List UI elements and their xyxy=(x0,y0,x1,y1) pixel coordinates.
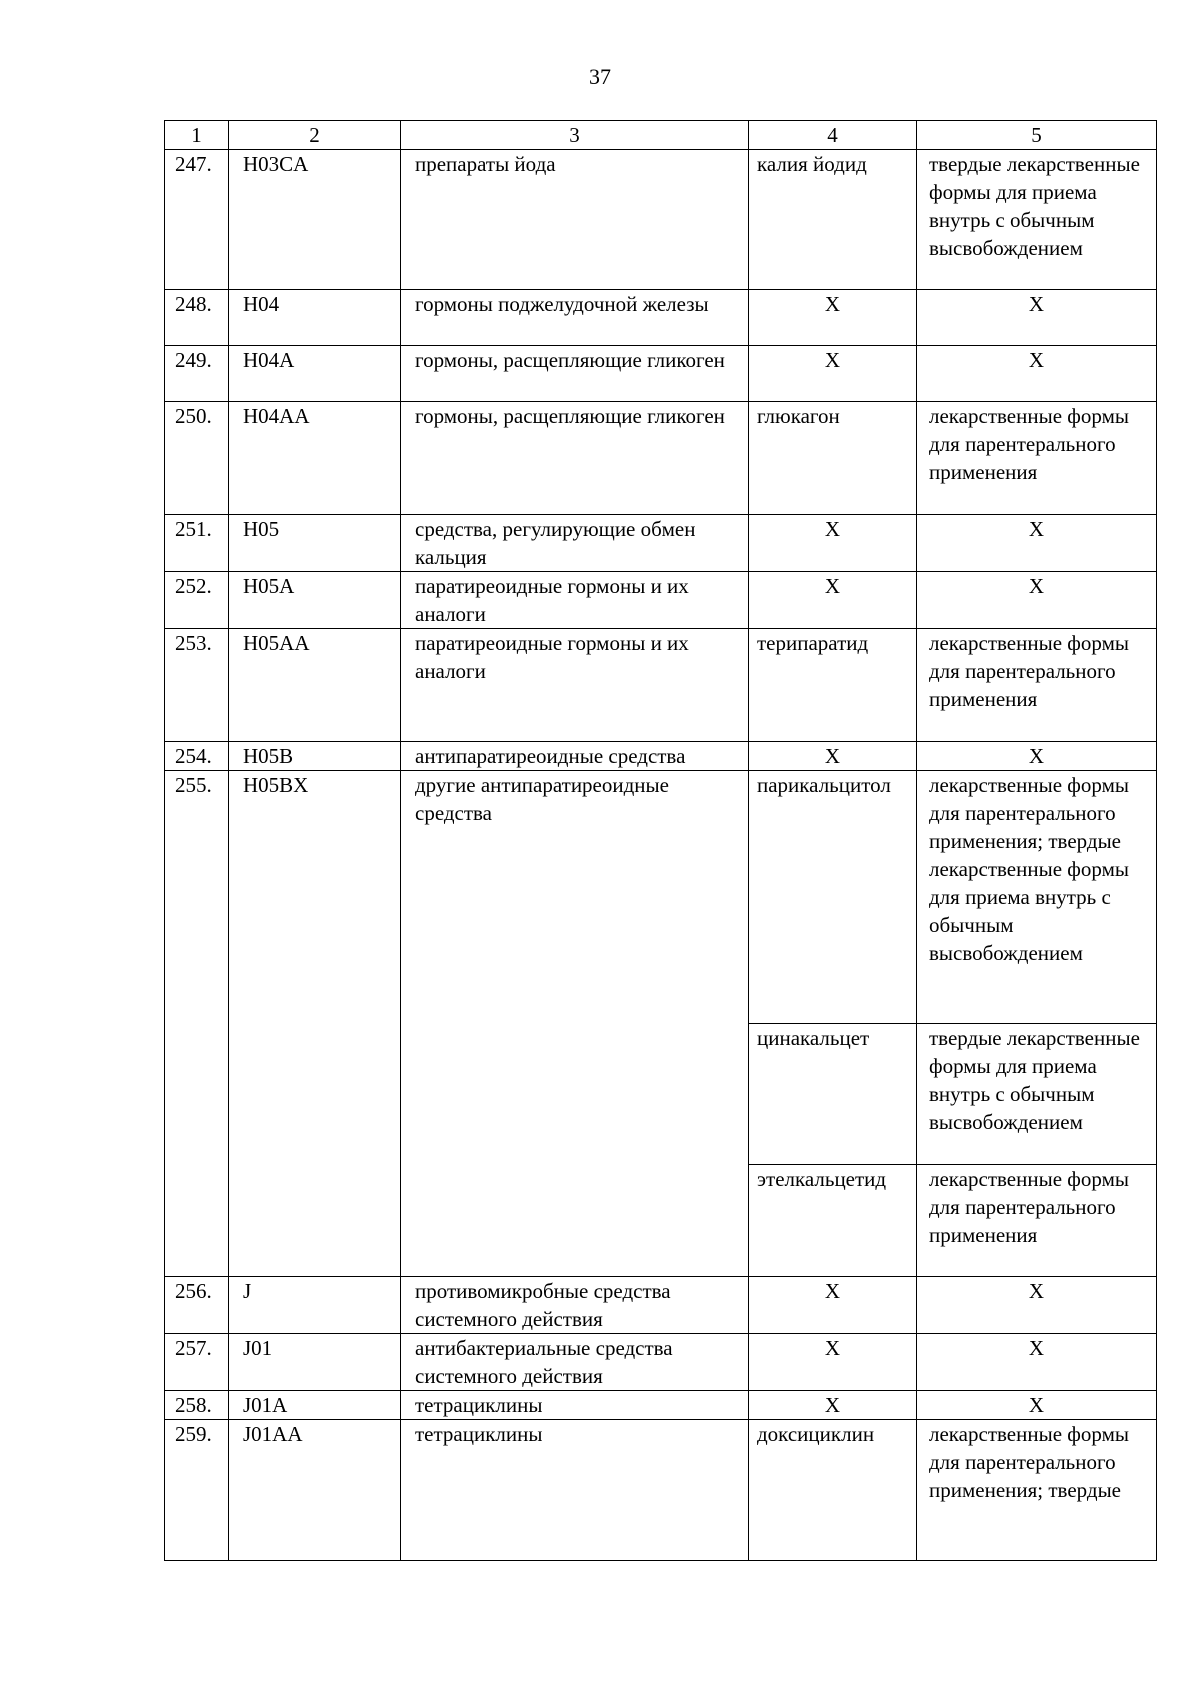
drug-name: терипаратид xyxy=(749,629,917,742)
group-name: тетрациклины xyxy=(401,1391,749,1420)
table-row xyxy=(165,402,1157,515)
table-row xyxy=(165,1420,1157,1561)
column-header: 1 xyxy=(165,121,229,150)
row-number: 259. xyxy=(165,1420,229,1561)
group-name: препараты йода xyxy=(401,150,749,290)
group-name: гормоны поджелудочной железы xyxy=(401,290,749,346)
atc-code: H05A xyxy=(229,572,401,629)
atc-code: H05BX xyxy=(229,771,401,1277)
dosage-form: лекарственные формы для парентерального применения; твердые xyxy=(917,1420,1157,1561)
column-header: 4 xyxy=(749,121,917,150)
atc-code: H05B xyxy=(229,742,401,771)
drug-list-table xyxy=(164,120,1157,1561)
group-name: антипаратиреоидные средства xyxy=(401,742,749,771)
drug-name: парикальцитол xyxy=(749,771,917,1024)
table-row xyxy=(165,150,1157,290)
row-number: 250. xyxy=(165,402,229,515)
atc-code: J01 xyxy=(229,1334,401,1391)
dosage-form: твердые лекарственные формы для приема внутрь с обычным высвобождением xyxy=(917,150,1157,290)
dosage-form: X xyxy=(917,515,1157,572)
drug-name: X xyxy=(749,1277,917,1334)
atc-code: J01A xyxy=(229,1391,401,1420)
row-number: 257. xyxy=(165,1334,229,1391)
table-row xyxy=(165,1277,1157,1334)
drug-name: X xyxy=(749,572,917,629)
group-name: средства, регулирующие обмен кальция xyxy=(401,515,749,572)
table-row xyxy=(165,346,1157,402)
dosage-form: лекарственные формы для парентерального применения xyxy=(917,629,1157,742)
group-name: паратиреоидные гормоны и их аналоги xyxy=(401,629,749,742)
row-number: 258. xyxy=(165,1391,229,1420)
dosage-form: лекарственные формы для парентерального применения xyxy=(917,402,1157,515)
drug-name: этелкальцетид xyxy=(749,1165,917,1277)
table-row xyxy=(165,572,1157,629)
table-row xyxy=(165,1334,1157,1391)
dosage-form: X xyxy=(917,742,1157,771)
table-row xyxy=(165,1391,1157,1420)
row-number: 253. xyxy=(165,629,229,742)
row-number: 252. xyxy=(165,572,229,629)
dosage-form: лекарственные формы для парентерального применения xyxy=(917,1165,1157,1277)
atc-code: H05 xyxy=(229,515,401,572)
group-name: гормоны, расщепляющие гликоген xyxy=(401,402,749,515)
dosage-form: твердые лекарственные формы для приема внутрь с обычным высвобождением xyxy=(917,1024,1157,1165)
column-header: 3 xyxy=(401,121,749,150)
drug-name: X xyxy=(749,346,917,402)
drug-name: X xyxy=(749,290,917,346)
drug-name: X xyxy=(749,515,917,572)
row-number: 256. xyxy=(165,1277,229,1334)
row-number: 248. xyxy=(165,290,229,346)
atc-code: H04 xyxy=(229,290,401,346)
dosage-form: X xyxy=(917,346,1157,402)
group-name: паратиреоидные гормоны и их аналоги xyxy=(401,572,749,629)
table-row xyxy=(165,771,1157,1024)
group-name: гормоны, расщепляющие гликоген xyxy=(401,346,749,402)
drug-name: X xyxy=(749,1391,917,1420)
page-number: 37 xyxy=(589,64,611,89)
atc-code: J01AA xyxy=(229,1420,401,1561)
atc-code: H04AA xyxy=(229,402,401,515)
column-header: 2 xyxy=(229,121,401,150)
table-row xyxy=(165,629,1157,742)
drug-name: X xyxy=(749,1334,917,1391)
row-number: 247. xyxy=(165,150,229,290)
atc-code: H03CA xyxy=(229,150,401,290)
dosage-form: X xyxy=(917,1391,1157,1420)
table-row xyxy=(165,515,1157,572)
row-number: 255. xyxy=(165,771,229,1277)
drug-name: доксициклин xyxy=(749,1420,917,1561)
header-row xyxy=(165,121,1157,150)
dosage-form: X xyxy=(917,1277,1157,1334)
row-number: 254. xyxy=(165,742,229,771)
column-header: 5 xyxy=(917,121,1157,150)
group-name: антибактериальные средства системного действия xyxy=(401,1334,749,1391)
drug-name: глюкагон xyxy=(749,402,917,515)
table-row xyxy=(165,290,1157,346)
group-name: другие антипаратиреоидные средства xyxy=(401,771,749,1277)
dosage-form: X xyxy=(917,572,1157,629)
atc-code: H04A xyxy=(229,346,401,402)
group-name: тетрациклины xyxy=(401,1420,749,1561)
drug-name: X xyxy=(749,742,917,771)
dosage-form: X xyxy=(917,1334,1157,1391)
drug-name: цинакальцет xyxy=(749,1024,917,1165)
dosage-form: лекарственные формы для парентерального применения; твердые лекарственные формы для приема внутрь с обычным высвобождением xyxy=(917,771,1157,1024)
row-number: 249. xyxy=(165,346,229,402)
atc-code: H05AA xyxy=(229,629,401,742)
drug-name: калия йодид xyxy=(749,150,917,290)
group-name: противомикробные средства системного действия xyxy=(401,1277,749,1334)
dosage-form: X xyxy=(917,290,1157,346)
table-row xyxy=(165,742,1157,771)
atc-code: J xyxy=(229,1277,401,1334)
row-number: 251. xyxy=(165,515,229,572)
